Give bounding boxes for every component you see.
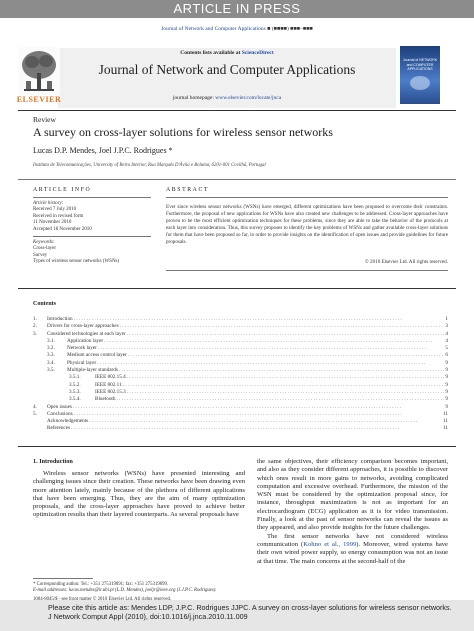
email-addresses: E-mail addresses: lucas.mendes@it.ubi.pt (L.D. Mendes), joeljr@ieee.org (J.J.P.C. Rodrigues). — [33, 588, 217, 593]
toc-label: References — [47, 425, 71, 432]
affiliation-rule — [18, 179, 456, 180]
corresponding-author: * Corresponding author. Tel.: +351 275319891; fax: +351 275319899. — [33, 582, 169, 587]
journal-link[interactable]: Journal of Network and Computer Applications — [161, 26, 266, 32]
toc-leader — [123, 382, 445, 389]
keyword: Cross-layer — [33, 246, 57, 252]
article-type: Review — [33, 115, 56, 124]
toc-label: Multiple-layer standards — [67, 367, 118, 374]
toc-entry[interactable] — [33, 360, 448, 367]
intro-paragraph: The first sensor networks have not considered wireless communication (Kohno et al., 1999). Moreover, wired systems have their own wired power supply, so energy consumption was not an issue at that time. The main concerns at the second-half of the — [257, 532, 448, 565]
abstract-copyright: © 2010 Elsevier Ltd. All rights reserved. — [364, 259, 448, 265]
toc-page: 1 — [445, 316, 448, 322]
toc-entry[interactable] — [33, 418, 448, 425]
toc-entry[interactable] — [33, 396, 448, 403]
article-title: A survey on cross-layer solutions for wireless sensor networks — [33, 125, 333, 139]
contents-heading: Contents — [33, 301, 57, 307]
toc-label: Drivers for cross-layer approaches — [47, 323, 119, 330]
author-list: Lucas D.P. Mendes, Joel J.P.C. Rodrigues * — [33, 146, 173, 155]
toc-label: Considered technologies at each layer — [47, 330, 126, 337]
toc-page: 9 — [445, 396, 448, 403]
toc-page: 11 — [443, 425, 448, 432]
toc-label: Network layer — [67, 345, 97, 352]
toc-number: 2. — [33, 323, 37, 330]
citation-text: Please cite this article as: Mendes LDP, J.P.C. Rodrigues JJPC. A survey on cross-layer solutions for wireless sensor networks. J Network Comput Appl (2010), doi:10.1016/j.jnca.2010.11.009 — [48, 603, 452, 621]
toc-entry[interactable] — [33, 404, 448, 411]
toc-page: 11 — [443, 410, 448, 417]
journal-cover-image — [400, 46, 440, 104]
sciencedirect-link[interactable]: ScienceDirect — [241, 50, 274, 56]
toc-leader — [128, 352, 445, 359]
toc-label: IEEE 802.15.4 — [95, 374, 126, 381]
toc-number: 3.5.4. — [69, 396, 81, 403]
toc-number: 3.1. — [47, 337, 55, 344]
toc-leader — [98, 345, 445, 352]
cover-graphic — [410, 76, 430, 90]
toc-entry[interactable] — [33, 352, 448, 359]
toc-label: Application layer — [67, 337, 104, 344]
intro-paragraph: the same objectives, their efficiency comparison becomes important, and also as they consider different approaches, it is possible to discover which ones result in more gains to networks, avoiding complicated computation and excessive overhead. Furthermore, the mission of the WSN must be considered by the optimization proposal since, for instance, throughput maximization is not as important for an electrocardiogram (ECG) application as it is for video transmission. Finally, a look at the past of sensor networks can reveal the issues as they appeared, and also provide insights for the future challenges. — [257, 458, 448, 532]
keywords: Keywords: Cross-layer Survey Types of wireless sensor networks (WSNs) — [33, 240, 158, 266]
keywords-rule — [33, 236, 151, 237]
toc-page: 5 — [445, 345, 448, 352]
toc-label: IEEE 802.11 — [95, 381, 122, 388]
toc-entry[interactable] — [33, 411, 448, 418]
elsevier-tree-logo — [18, 47, 60, 95]
toc-page: 9 — [445, 403, 448, 410]
toc-page: 9 — [445, 381, 448, 388]
journal-homepage: journal homepage: www.elsevier.com/locate/jnca — [172, 95, 282, 101]
toc-page: 3 — [445, 323, 448, 330]
introduction-left-column: Wireless sensor networks (WSNs) have presented interesting and challenging issues since their creation. These networks have been drawing even more attention lately, mainly because of the plethora of different applications that have been emerging. Thus, they are the aim of many optimization proposals, and the cross-layer approaches have proved to achieve better optimization results than their layered counterparts. As several proposals have — [33, 470, 245, 519]
toc-leader — [127, 389, 445, 396]
toc-entry[interactable] — [33, 425, 448, 432]
homepage-link[interactable]: www.elsevier.com/locate/jnca — [215, 95, 282, 101]
toc-entry[interactable] — [33, 367, 448, 374]
toc-number: 1. — [33, 316, 37, 322]
toc-label: Conclusions — [47, 410, 73, 417]
contents-available: Contents lists available at ScienceDirect — [180, 50, 274, 56]
footnote-rule — [33, 578, 93, 579]
cover-title: Journal of NETWORK and COMPUTER APPLICATIONS — [402, 58, 438, 71]
abstract-end-rule — [166, 270, 448, 271]
affiliation: Instituto de Telecomunicações, University of Beira Interior, Rua Marquês D'Ávila e Bolama, 6201-001 Covilhã, Portugal — [33, 163, 266, 168]
toc-entry[interactable] — [33, 389, 448, 396]
history-line: 11 November 2010 — [33, 220, 72, 226]
article-info-heading: ARTICLE INFO — [33, 187, 92, 193]
toc-label: Bluetooth — [95, 396, 116, 403]
toc-number: 3.2. — [47, 345, 55, 352]
toc-number: 3.3. — [47, 352, 55, 359]
toc-leader — [116, 396, 444, 403]
toc-number: 5. — [33, 410, 37, 417]
toc-number: 3. — [33, 330, 37, 337]
toc-number: 4. — [33, 403, 37, 410]
introduction-heading: 1. Introduction — [33, 458, 73, 465]
toc-page: 9 — [445, 374, 448, 381]
history-line: Received 7 July 2010 — [33, 207, 77, 213]
toc-page: 4 — [445, 330, 448, 337]
toc-number: 3.5.2. — [69, 381, 81, 388]
toc-label: Acknowledgements — [47, 418, 89, 425]
introduction-right-column — [257, 458, 448, 566]
toc-label: IEEE 802.15.3 — [95, 388, 126, 395]
toc-leader — [119, 367, 445, 374]
toc-number: 3.4. — [47, 359, 55, 366]
journal-title: Journal of Network and Computer Applications — [98, 62, 356, 77]
header-rule — [18, 110, 456, 111]
toc-leader — [71, 425, 442, 432]
history-line: Accepted 18 November 2010 — [33, 226, 92, 232]
toc-page: 11 — [443, 418, 448, 425]
toc-leader — [127, 331, 445, 338]
toc-page: 9 — [445, 388, 448, 395]
toc-page: 9 — [445, 367, 448, 374]
article-info-rule — [33, 197, 151, 198]
footnote — [33, 582, 245, 594]
toc-page: 4 — [445, 337, 448, 344]
article-history: Article history: Received 7 July 2010 Received in revised form 11 November 2010 Accepted 18 November 2010 — [33, 201, 158, 233]
toc-page: 6 — [445, 352, 448, 359]
toc-entry[interactable] — [33, 374, 448, 381]
toc-leader — [74, 316, 445, 323]
reference-link[interactable]: Kohno et al., 1999 — [303, 540, 357, 548]
toc-number: 3.5.3. — [69, 388, 81, 395]
toc-entry[interactable] — [33, 345, 448, 352]
toc-entry[interactable] — [33, 323, 448, 330]
toc-leader — [104, 338, 444, 345]
toc-entry[interactable] — [33, 331, 448, 338]
abstract-text: Ever since wireless sensor networks (WSNs) have emerged, different optimizations have been proposed to overcome their constraints. Furthermore, the proposal of new applications for WSNs have also created new challenges to be addressed. Cross-layer approaches have proven to be the most efficient optimization techniques for these problems, since they are able to take the behavior of the protocols at each layer into consideration. Thus, this survey proposes to identify the key problems of WSNs and gather available cross-layer solutions for them that have been proposed so far, in order to provide insights on the identification of open issues and provide guidelines for future proposals. — [166, 204, 448, 245]
keyword: Types of wireless sensor networks (WSNs) — [33, 259, 120, 265]
history-line: Received in revised form — [33, 213, 84, 219]
citation-volume: ■ (■■■■) ■■■–■■■ — [265, 26, 313, 32]
toc-label: Medium access control layer — [67, 352, 127, 359]
contents-bottom-rule — [18, 446, 456, 447]
toc-entry[interactable] — [33, 382, 448, 389]
contents-top-rule — [18, 288, 456, 289]
running-citation — [0, 26, 474, 32]
toc-number: 3.5.1. — [69, 374, 81, 381]
publisher-name: ELSEVIER — [16, 95, 62, 104]
toc-leader — [74, 411, 442, 418]
toc-leader — [73, 404, 444, 411]
toc-leader — [120, 323, 445, 330]
toc-label: Physical layer — [67, 359, 97, 366]
toc-label: Open issues — [47, 403, 72, 410]
toc-label: Introduction — [47, 316, 73, 322]
toc-entry[interactable] — [33, 316, 448, 323]
keyword: Survey — [33, 252, 48, 258]
article-in-press-banner: ARTICLE IN PRESS — [0, 0, 474, 18]
abstract-rule — [166, 197, 448, 198]
abstract-heading: ABSTRACT — [166, 187, 210, 193]
toc-page: 9 — [445, 359, 448, 366]
toc-leader — [127, 374, 445, 381]
toc-leader — [89, 418, 442, 425]
table-of-contents — [33, 316, 448, 433]
toc-number: 3.5. — [47, 367, 55, 374]
toc-leader — [97, 360, 444, 367]
toc-entry[interactable] — [33, 338, 448, 345]
